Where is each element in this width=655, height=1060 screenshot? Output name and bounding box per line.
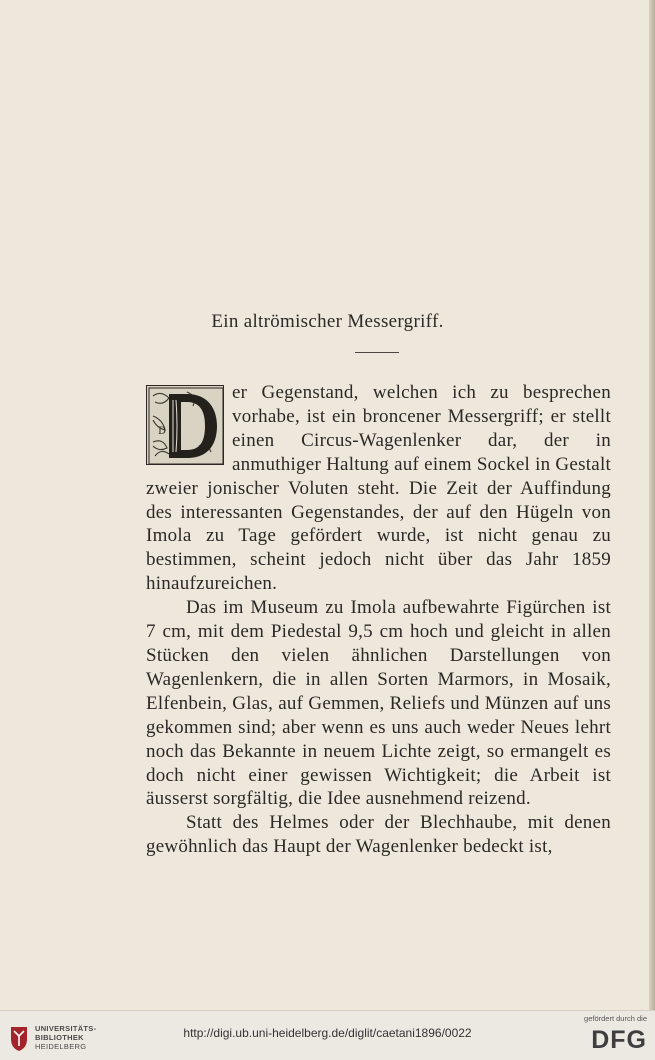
dfg-logo: DFG [591, 1026, 647, 1054]
permalink-url[interactable]: http://digi.ub.uni-heidelberg.de/diglit/caetani1896/0022 [183, 1026, 472, 1040]
page-edge [649, 0, 655, 1010]
dropcap-letter: D [158, 426, 167, 437]
paragraph-3: Statt des Helmes oder der Blechhaube, mit denen gewöhnlich das Haupt der Wagenlenker bedeckt ist, [146, 812, 611, 858]
institution-name: UNIVERSITÄTS- BIBLIOTHEK HEIDELBERG [35, 1024, 97, 1051]
article-title: Ein altrömischer Messergriff. [211, 311, 444, 332]
funding-label: gefördert durch die [584, 1014, 647, 1023]
paragraph-2: Das im Museum zu Imola aufbewahrte Figürchen ist 7 cm, mit dem Piedestal 9,5 cm hoch und gleicht in allen Stücken den vielen ähnlichen Darstellungen von Wagenlenkern, die in allen Sorten Marmors, in Mosaik, Elfenbein, Glas, auf Gemmen, Reliefs und Münzen auf uns gekommen sind; aber wenn es uns auch weder Neues lehrt noch das Bekannte in neuem Lichte zeigt, so ermangelt es doch nicht einer gewissen Wichtigkeit; die Arbeit ist äusserst sorgfältig, die Idee ausnehmend reizend. [146, 597, 611, 810]
paragraph-1-text: er Gegenstand, welchen ich zu besprechen vorhabe, ist ein broncener Messergriff; er stellt einen Circus-Wagenlenker dar, der in anmuthiger Haltung auf einem Sockel in Gestalt zweier jonischer Voluten steht. Die Zeit der Auffindung des interessanten Gegenstandes, der auf den Hügeln von Imola zu Tage gefördert wurde, ist nicht genau zu bestimmen, scheint jedoch nicht über das Jahr 1859 hinaufzureichen. [146, 382, 611, 595]
ornamental-initial-icon [146, 385, 224, 465]
article-body [146, 381, 611, 859]
title-divider [355, 352, 399, 353]
paragraph-1 [146, 381, 611, 596]
